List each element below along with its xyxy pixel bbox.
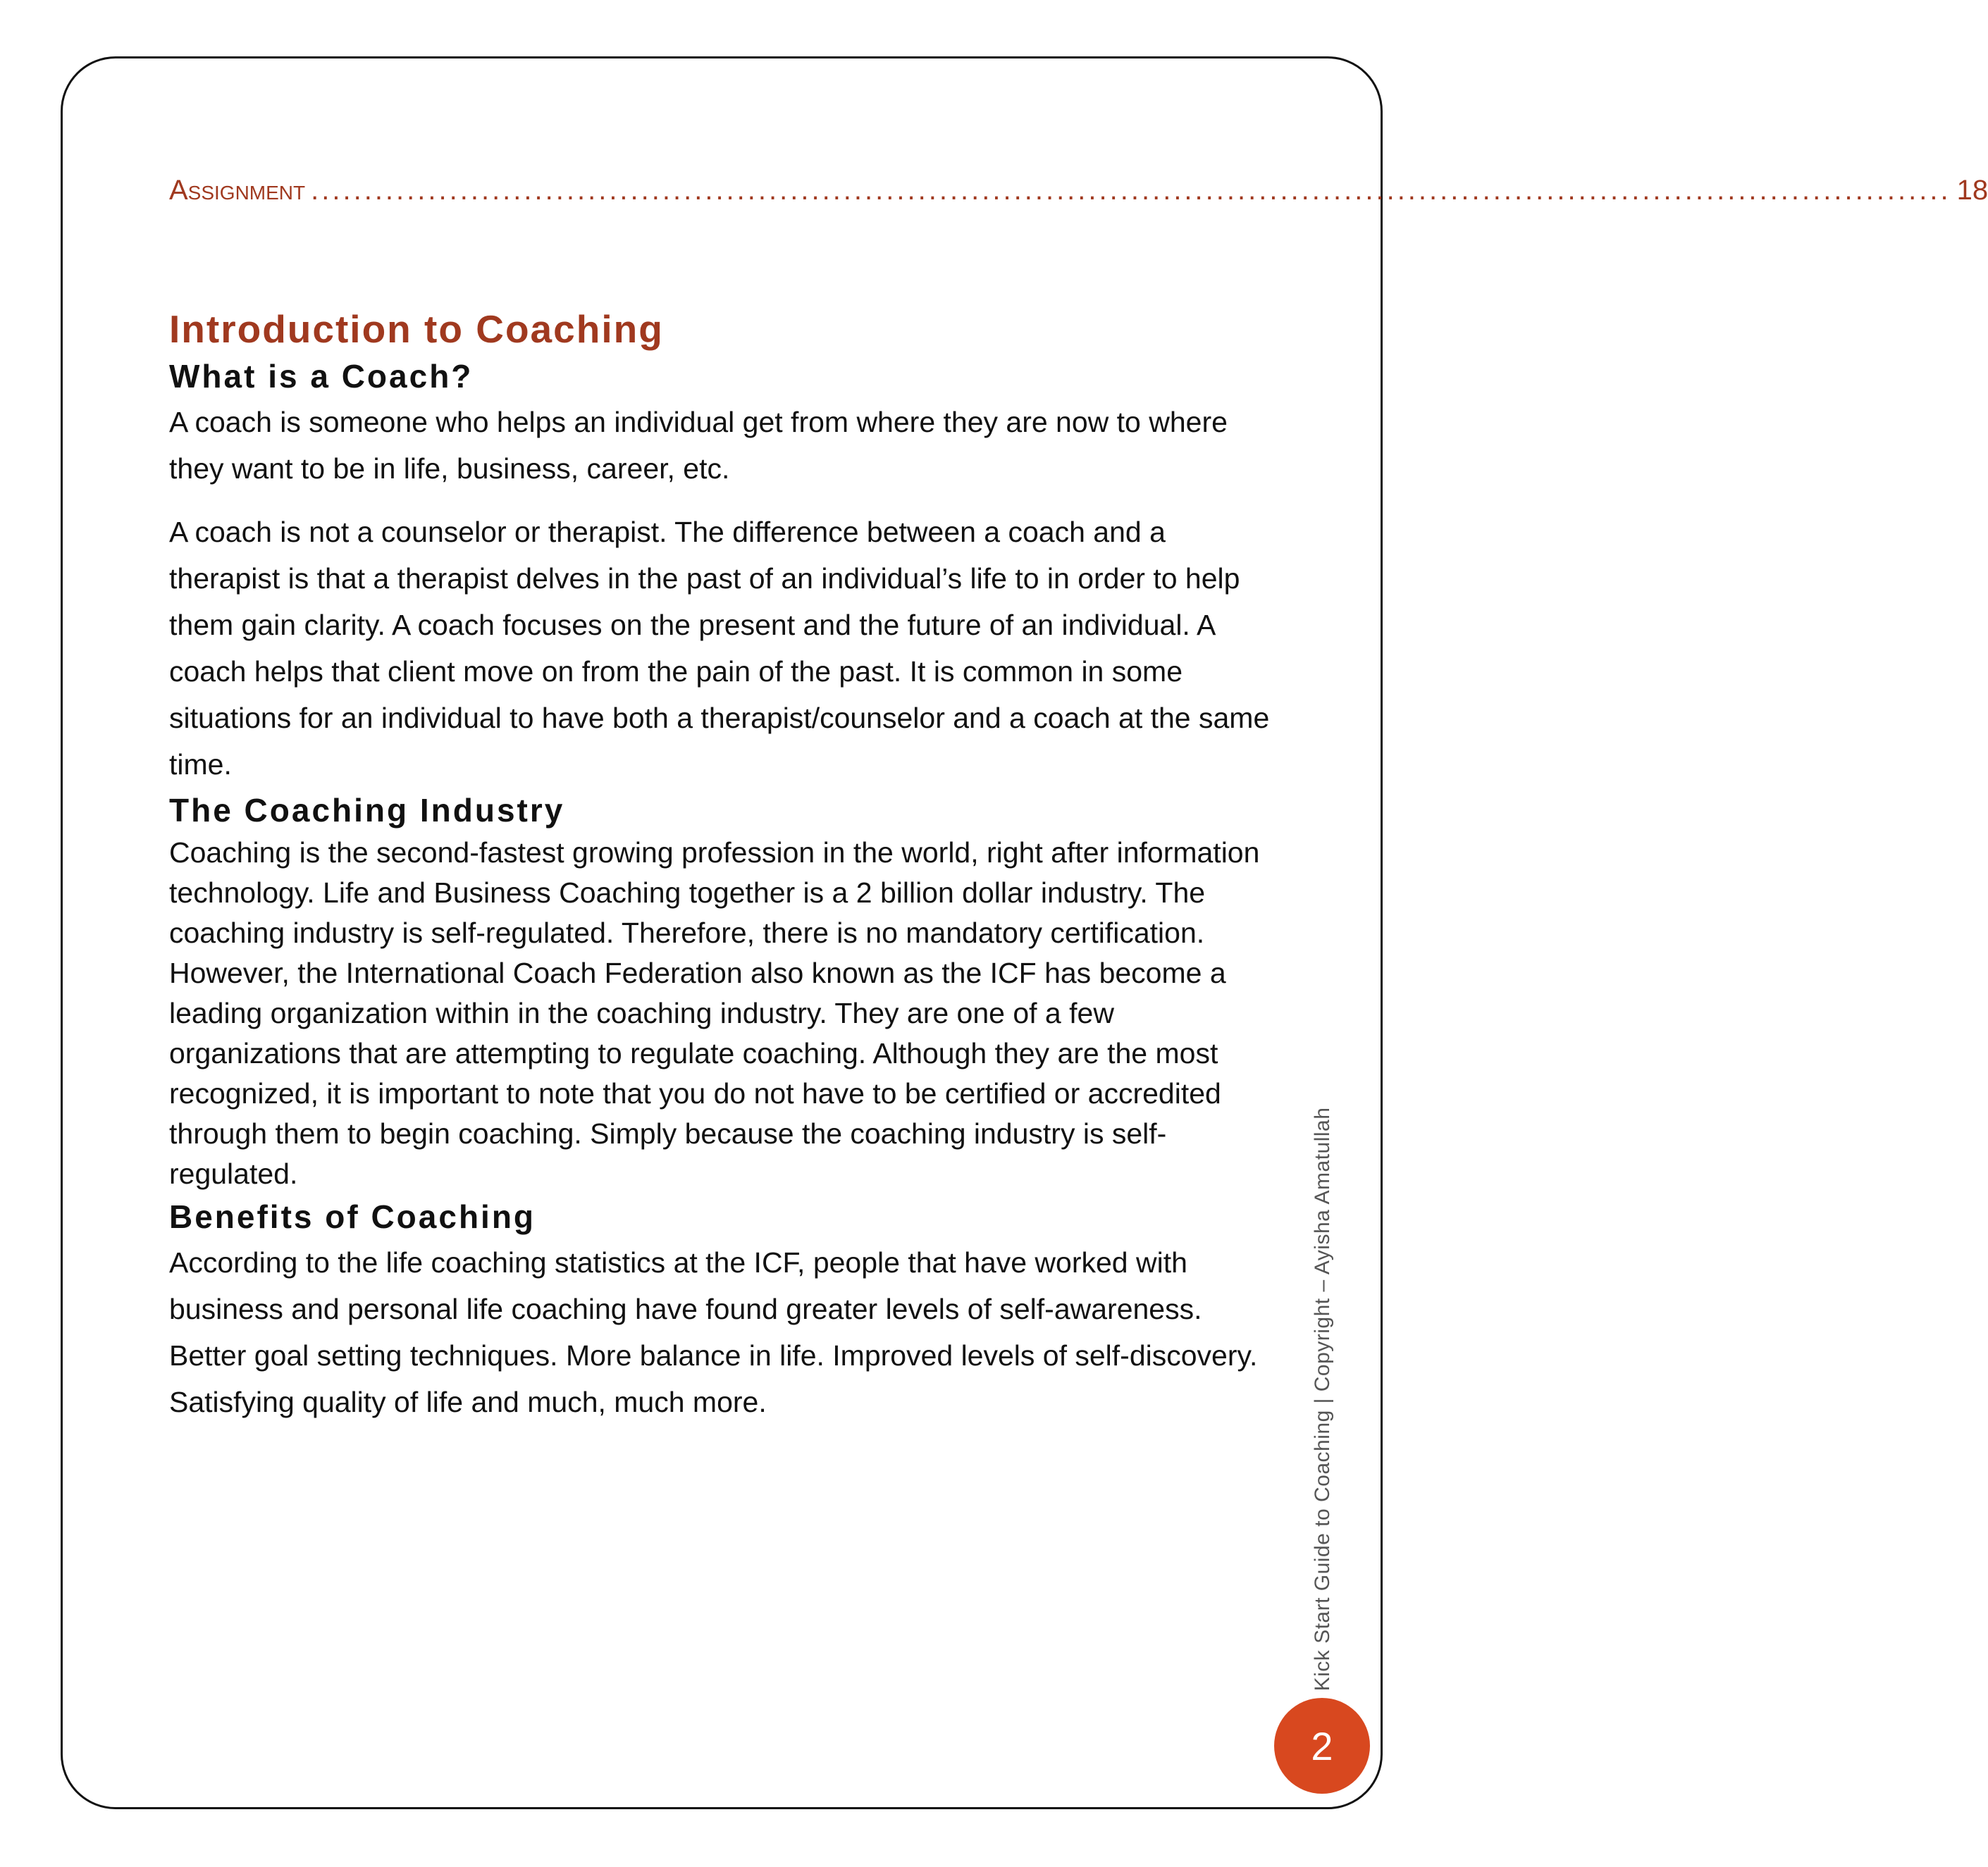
page-number: 2 [1311,1723,1333,1768]
paragraph-coach-vs-therapist: A coach is not a counselor or therapist. The difference between a coach and a therapist is that a therapist delves in the past of an individual’s life to in order to help them gain clarity. A coach focuses on the present and the future of an individual. A coach helps that client move on from the pain of the past. It is common in some situations for an individual to have both a therapist/counselor and a coach at the same time. [169,516,1270,781]
toc-entry-page-number: 18 [1956,175,1988,206]
section-heading-coaching-industry: The Coaching Industry [169,792,565,829]
vertical-copyright-text: Kick Start Guide to Coaching | Copyright – Ayisha Amatullah [1311,1107,1334,1692]
toc-entry-assignment[interactable] [169,169,1988,211]
toc-entry-label: Assignment [169,175,306,206]
page-number-badge [1274,1698,1370,1794]
paragraph-coaching-benefits: According to the life coaching statistics at the ICF, people that have worked with business and personal life coaching have found greater levels of self-awareness. Better goal setting techniques. More balance in life. Improved levels of self-discovery. Satisfying quality of life and much, much more. [169,1246,1258,1418]
chapter-title: Introduction to Coaching [169,307,664,351]
paragraph-coaching-industry: Coaching is the second-fastest growing profession in the world, right after information technology. Life and Business Coaching together is a 2 billion dollar industry. The coaching industry is self-regulated. Therefore, there is no mandatory certification. However, the International Coach Federation also known as the ICF has become a leading organization within in the coaching industry. They are one of a few organizations that are attempting to regulate coaching. Although they are the most recognized, it is important to note that you do not have to be certified or accredited through them to begin coaching. Simply because the coaching industry is self-regulated. [169,836,1260,1190]
section-heading-what-is-a-coach: What is a Coach? [169,358,474,395]
section-heading-benefits-of-coaching: Benefits of Coaching [169,1198,536,1235]
toc-leader-dots: .......................................................................................................................................................... [311,175,1951,206]
paragraph-coach-definition: A coach is someone who helps an individual get from where they are now to where they want to be in life, business, career, etc. [169,406,1228,485]
